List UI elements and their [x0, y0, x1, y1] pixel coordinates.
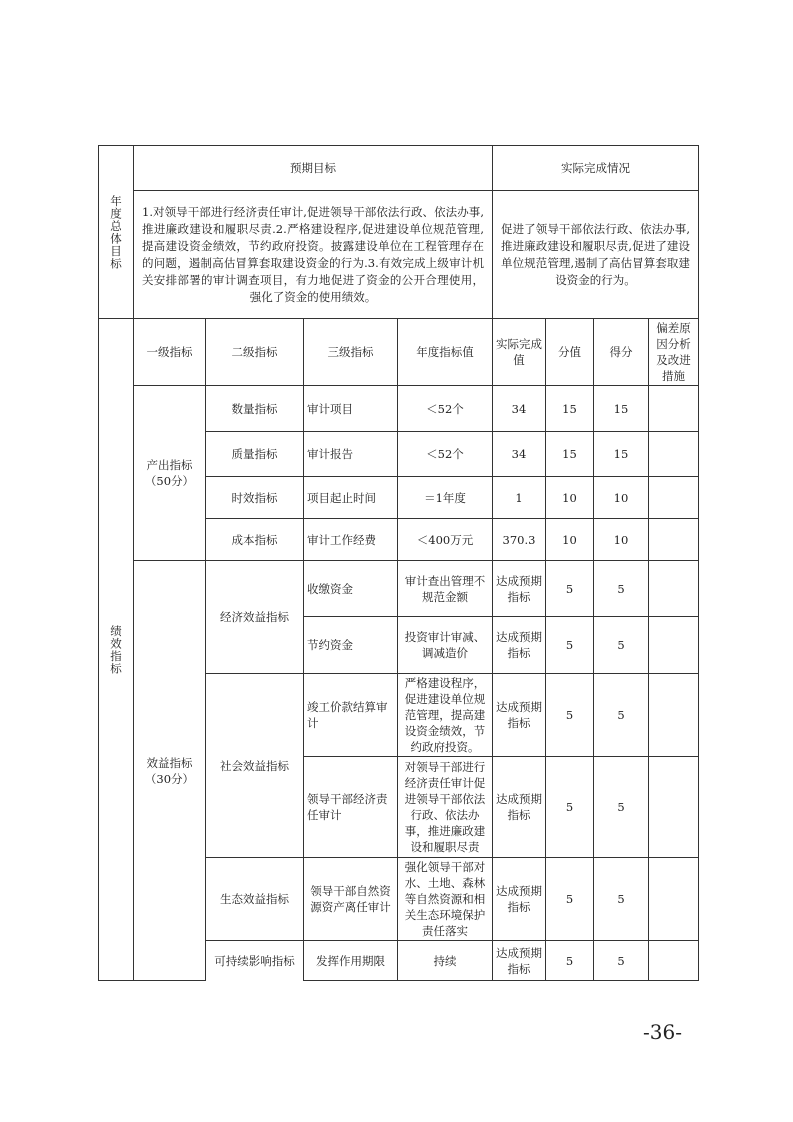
target-cell: 持续: [398, 941, 493, 981]
deviation-cell: [649, 858, 699, 941]
target-cell: ＜52个: [398, 432, 493, 477]
target-cell: 强化领导干部对水、土地、森林等自然资源和相关生态环境保护责任落实: [398, 858, 493, 941]
score-cell: 5: [594, 674, 649, 757]
actual-text: 促进了领导干部依法行政、依法办事,推进廉政建设和履职尽责,促进了建设单位规范管理,遏制了高估冒算套取建设资金的行为。: [493, 191, 699, 319]
score-max-cell: 5: [546, 757, 594, 858]
score-cell: 5: [594, 617, 649, 674]
score-cell: 15: [594, 386, 649, 432]
deviation-cell: [649, 941, 699, 981]
economic-label: 经济效益指标: [206, 561, 304, 674]
l2-cell: 时效指标: [206, 477, 304, 519]
l3-cell: 领导干部自然资源资产离任审计: [304, 858, 398, 941]
header-cell: 偏差原因分析及改进措施: [649, 319, 699, 386]
expected-header: 预期目标: [134, 146, 493, 191]
header-cell: 二级指标: [206, 319, 304, 386]
score-max-cell: 15: [546, 432, 594, 477]
deviation-cell: [649, 477, 699, 519]
actual-cell: 达成预期指标: [493, 941, 546, 981]
score-cell: 5: [594, 858, 649, 941]
actual-cell: 1: [493, 477, 546, 519]
actual-cell: 370.3: [493, 519, 546, 561]
l3-cell: 审计工作经费: [304, 519, 398, 561]
score-max-cell: 10: [546, 519, 594, 561]
score-max-cell: 5: [546, 858, 594, 941]
l3-cell: 节约资金: [304, 617, 398, 674]
actual-cell: 达成预期指标: [493, 561, 546, 617]
l3-cell: 领导干部经济责任审计: [304, 757, 398, 858]
target-cell: 对领导干部进行经济责任审计促进领导干部依法行政、依法办事，推进廉政建设和履职尽责: [398, 757, 493, 858]
eco-label: 生态效益指标: [206, 858, 304, 941]
score-cell: 10: [594, 519, 649, 561]
perf-label: 绩效指标: [99, 319, 134, 981]
header-cell: 年度指标值: [398, 319, 493, 386]
target-cell: ＝1年度: [398, 477, 493, 519]
target-cell: 投资审计审减、调减造价: [398, 617, 493, 674]
deviation-cell: [649, 561, 699, 617]
score-max-cell: 10: [546, 477, 594, 519]
overall-goal-label: 年度总体目标: [99, 146, 134, 319]
l3-cell: 收缴资金: [304, 561, 398, 617]
header-cell: 一级指标: [134, 319, 206, 386]
actual-cell: 达成预期指标: [493, 674, 546, 757]
score-cell: 15: [594, 432, 649, 477]
table-row: [99, 386, 699, 432]
actual-cell: 34: [493, 386, 546, 432]
score-max-cell: 5: [546, 561, 594, 617]
score-max-cell: 5: [546, 617, 594, 674]
actual-header: 实际完成情况: [493, 146, 699, 191]
score-cell: 5: [594, 757, 649, 858]
target-cell: ＜52个: [398, 386, 493, 432]
performance-table: [98, 145, 699, 981]
output-group: 产出指标（50分）: [134, 386, 206, 561]
score-max-cell: 5: [546, 674, 594, 757]
deviation-cell: [649, 674, 699, 757]
score-max-cell: 5: [546, 941, 594, 981]
l3-cell: 竣工价款结算审计: [304, 674, 398, 757]
l3-cell: 项目起止时间: [304, 477, 398, 519]
actual-cell: 达成预期指标: [493, 757, 546, 858]
target-cell: 严格建设程序，促进建设单位规范管理，提高建设资金绩效，节约政府投资。: [398, 674, 493, 757]
target-cell: 审计查出管理不规范金额: [398, 561, 493, 617]
social-label: 社会效益指标: [206, 674, 304, 858]
table-row: [99, 561, 699, 617]
score-cell: 5: [594, 561, 649, 617]
deviation-cell: [649, 432, 699, 477]
page-number: -36-: [643, 1020, 682, 1044]
l2-cell: 质量指标: [206, 432, 304, 477]
header-cell: 得分: [594, 319, 649, 386]
sustain-label: 可持续影响指标: [206, 941, 304, 981]
header-cell: 分值: [546, 319, 594, 386]
l2-cell: 数量指标: [206, 386, 304, 432]
deviation-cell: [649, 617, 699, 674]
actual-cell: 达成预期指标: [493, 858, 546, 941]
deviation-cell: [649, 757, 699, 858]
l3-cell: 审计报告: [304, 432, 398, 477]
header-cell: 三级指标: [304, 319, 398, 386]
l3-cell: 审计项目: [304, 386, 398, 432]
score-cell: 5: [594, 941, 649, 981]
score-cell: 10: [594, 477, 649, 519]
l2-cell: 成本指标: [206, 519, 304, 561]
l3-cell: 发挥作用期限: [304, 941, 398, 981]
benefit-group: 效益指标（30分）: [134, 561, 206, 981]
deviation-cell: [649, 386, 699, 432]
deviation-cell: [649, 519, 699, 561]
expected-text: 1.对领导干部进行经济责任审计,促进领导干部依法行政、依法办事,推进廉政建设和履职尽责.2.严格建设程序,促进建设单位规范管理,提高建设资金绩效，节约政府投资。披露建设单位在工程管理存在的问题，遏制高估冒算套取建设资金的行为.3.有效完成上级审计机关安排部署的审计调查项目，有力地促进了资金的公开合理使用，强化了资金的使用绩效。: [134, 191, 493, 319]
score-max-cell: 15: [546, 386, 594, 432]
actual-cell: 34: [493, 432, 546, 477]
target-cell: ＜400万元: [398, 519, 493, 561]
header-cell: 实际完成值: [493, 319, 546, 386]
actual-cell: 达成预期指标: [493, 617, 546, 674]
